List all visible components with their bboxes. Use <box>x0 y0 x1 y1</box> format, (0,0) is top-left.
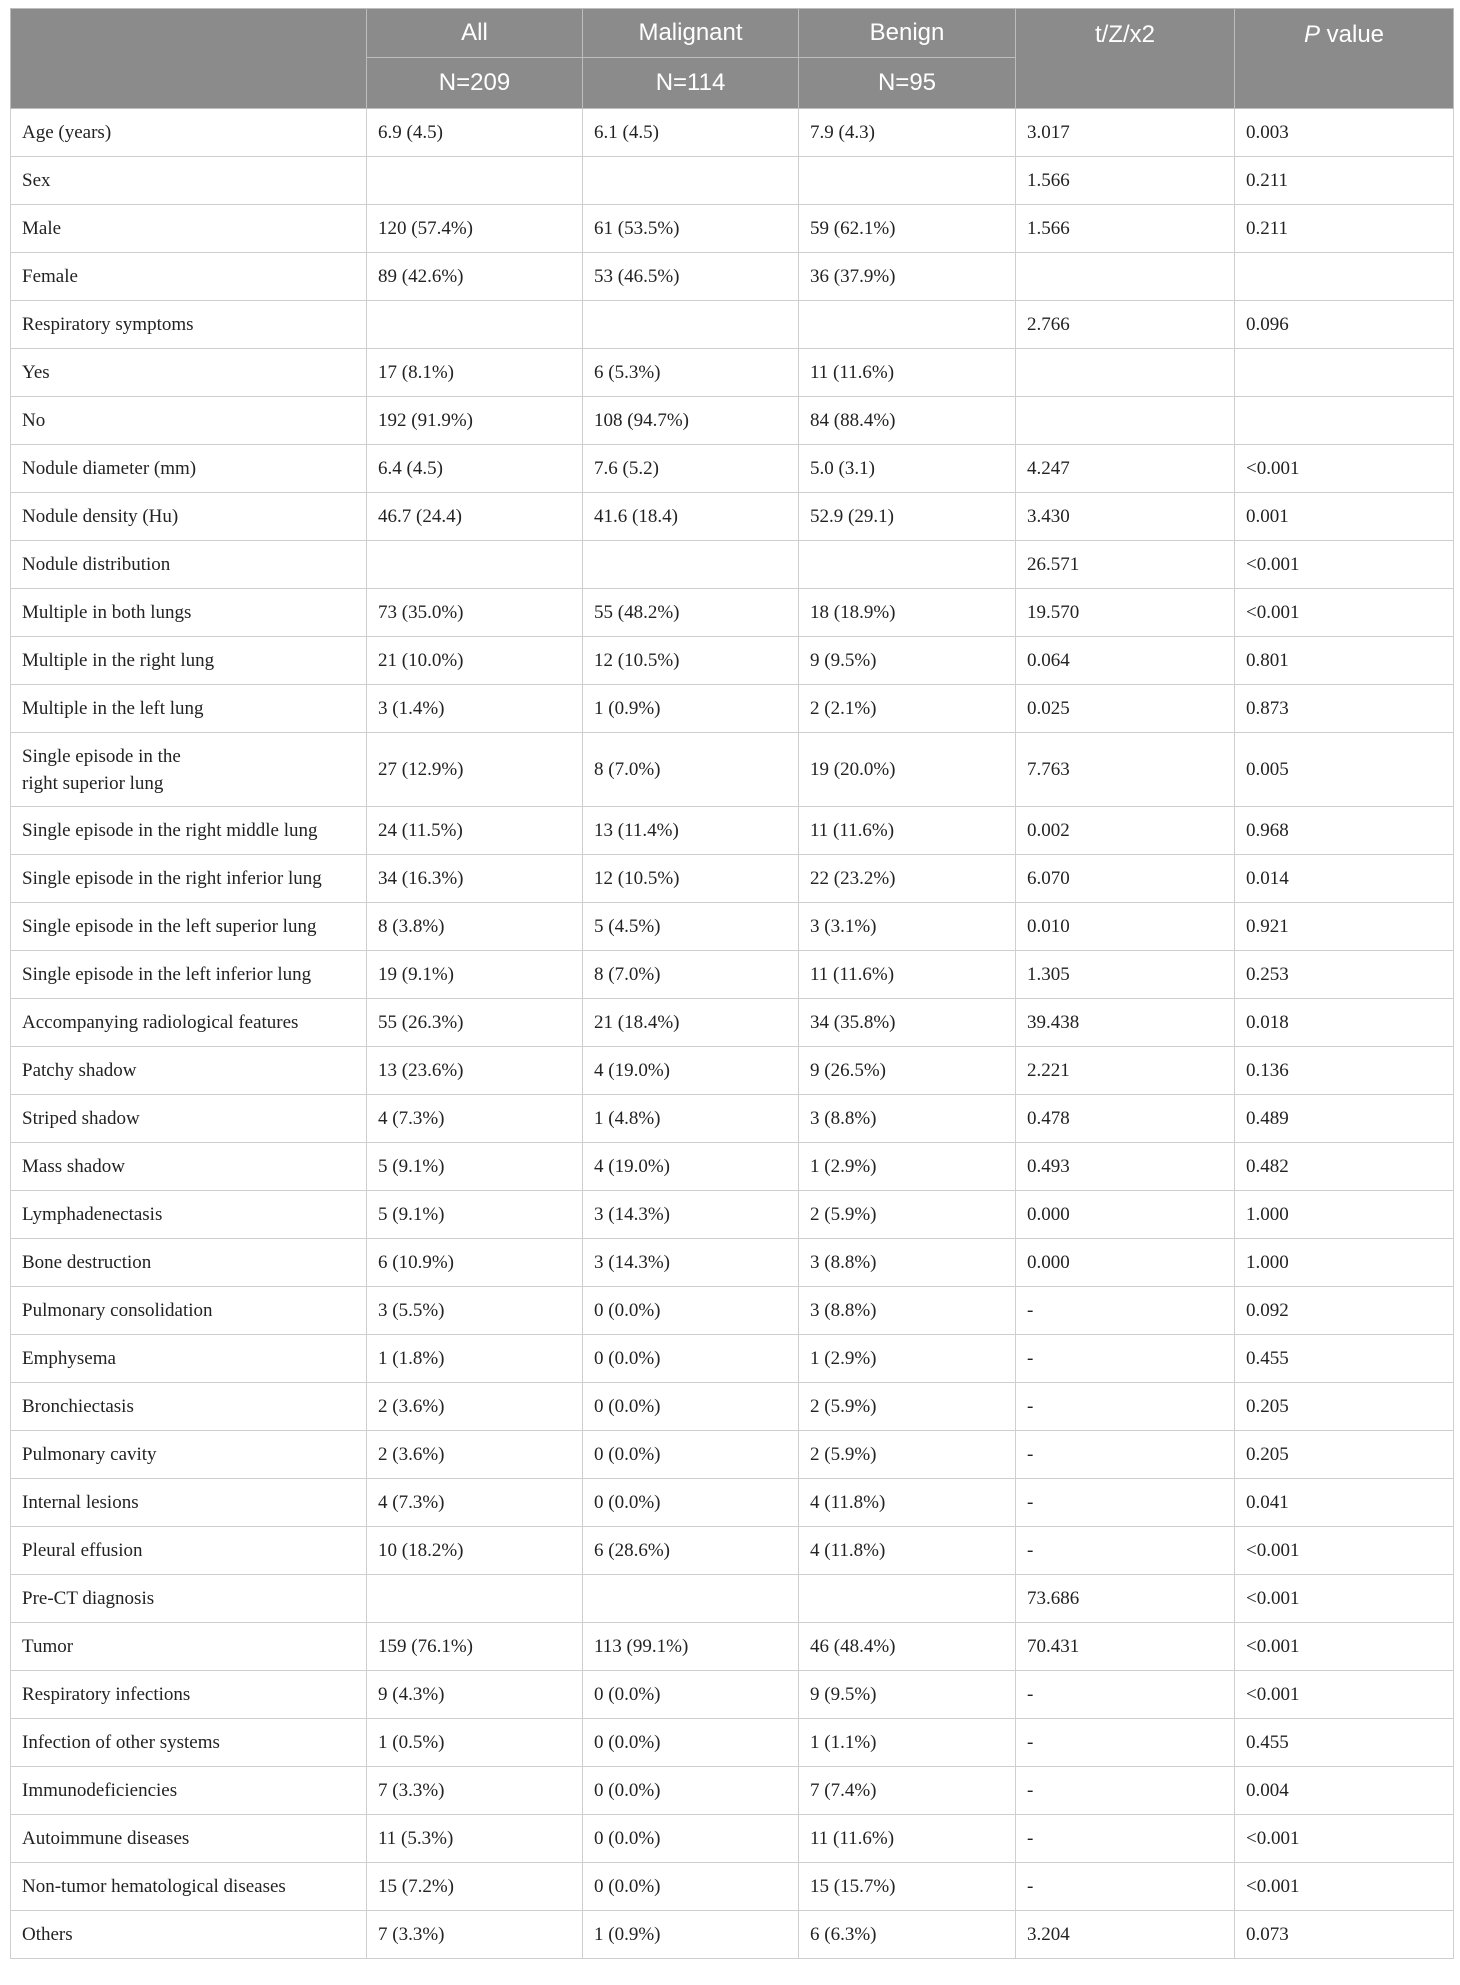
all-cell: 120 (57.4%) <box>367 205 583 253</box>
all-cell: 5 (9.1%) <box>367 1143 583 1191</box>
all-cell: 17 (8.1%) <box>367 349 583 397</box>
variable-cell: Respiratory infections <box>11 1671 367 1719</box>
all-cell: 192 (91.9%) <box>367 397 583 445</box>
all-cell <box>367 541 583 589</box>
statistic-cell: 0.064 <box>1016 637 1235 685</box>
p-value-cell: 0.073 <box>1235 1911 1454 1959</box>
all-cell: 6 (10.9%) <box>367 1239 583 1287</box>
statistic-cell: 73.686 <box>1016 1575 1235 1623</box>
statistic-cell: 2.221 <box>1016 1047 1235 1095</box>
benign-cell <box>799 541 1016 589</box>
benign-cell: 9 (9.5%) <box>799 1671 1016 1719</box>
malignant-cell: 0 (0.0%) <box>583 1383 799 1431</box>
malignant-cell: 7.6 (5.2) <box>583 445 799 493</box>
statistic-cell: - <box>1016 1527 1235 1575</box>
table-row <box>11 1623 1454 1671</box>
variable-cell: Sex <box>11 157 367 205</box>
variable-cell: Immunodeficiencies <box>11 1767 367 1815</box>
variable-cell: Pleural effusion <box>11 1527 367 1575</box>
statistic-cell: - <box>1016 1863 1235 1911</box>
statistic-cell: 39.438 <box>1016 999 1235 1047</box>
malignant-cell <box>583 157 799 205</box>
all-cell <box>367 1575 583 1623</box>
p-value-cell: 0.041 <box>1235 1479 1454 1527</box>
table-row <box>11 109 1454 157</box>
benign-cell: 6 (6.3%) <box>799 1911 1016 1959</box>
malignant-cell: 3 (14.3%) <box>583 1191 799 1239</box>
variable-cell: Nodule distribution <box>11 541 367 589</box>
variable-cell: Patchy shadow <box>11 1047 367 1095</box>
variable-cell: Mass shadow <box>11 1143 367 1191</box>
statistic-cell: 0.025 <box>1016 685 1235 733</box>
all-cell: 34 (16.3%) <box>367 855 583 903</box>
benign-cell: 11 (11.6%) <box>799 951 1016 999</box>
table-row <box>11 1719 1454 1767</box>
malignant-cell: 5 (4.5%) <box>583 903 799 951</box>
malignant-cell: 13 (11.4%) <box>583 807 799 855</box>
table-row <box>11 1191 1454 1239</box>
variable-cell: Striped shadow <box>11 1095 367 1143</box>
all-cell: 55 (26.3%) <box>367 999 583 1047</box>
benign-cell: 5.0 (3.1) <box>799 445 1016 493</box>
header-statistic: t/Z/x2 <box>1016 9 1235 109</box>
statistic-cell: 19.570 <box>1016 589 1235 637</box>
all-cell: 4 (7.3%) <box>367 1479 583 1527</box>
all-cell: 19 (9.1%) <box>367 951 583 999</box>
p-value-cell: <0.001 <box>1235 1623 1454 1671</box>
table-row <box>11 445 1454 493</box>
p-value-cell: 0.482 <box>1235 1143 1454 1191</box>
statistic-cell: 26.571 <box>1016 541 1235 589</box>
statistic-cell: 3.430 <box>1016 493 1235 541</box>
malignant-cell: 6 (5.3%) <box>583 349 799 397</box>
variable-cell: Lymphadenectasis <box>11 1191 367 1239</box>
all-cell: 21 (10.0%) <box>367 637 583 685</box>
p-value-cell: 0.014 <box>1235 855 1454 903</box>
malignant-cell: 0 (0.0%) <box>583 1815 799 1863</box>
header-benign: Benign <box>799 9 1016 58</box>
table-row <box>11 493 1454 541</box>
table-row <box>11 253 1454 301</box>
statistic-cell: - <box>1016 1431 1235 1479</box>
p-value-cell: 0.205 <box>1235 1383 1454 1431</box>
table-row <box>11 1767 1454 1815</box>
benign-cell: 3 (8.8%) <box>799 1095 1016 1143</box>
statistic-cell: - <box>1016 1671 1235 1719</box>
benign-cell: 18 (18.9%) <box>799 589 1016 637</box>
p-value-cell: 0.136 <box>1235 1047 1454 1095</box>
all-cell: 6.4 (4.5) <box>367 445 583 493</box>
statistic-cell: 0.002 <box>1016 807 1235 855</box>
benign-cell: 19 (20.0%) <box>799 733 1016 807</box>
table-row <box>11 999 1454 1047</box>
malignant-cell: 4 (19.0%) <box>583 1047 799 1095</box>
p-value-cell: 0.096 <box>1235 301 1454 349</box>
malignant-cell: 0 (0.0%) <box>583 1431 799 1479</box>
p-value-cell: 0.455 <box>1235 1719 1454 1767</box>
all-cell: 6.9 (4.5) <box>367 109 583 157</box>
benign-cell: 1 (1.1%) <box>799 1719 1016 1767</box>
table-row <box>11 1143 1454 1191</box>
variable-cell: Pulmonary consolidation <box>11 1287 367 1335</box>
statistic-cell: - <box>1016 1383 1235 1431</box>
table-row <box>11 1287 1454 1335</box>
statistic-cell: 4.247 <box>1016 445 1235 493</box>
all-cell: 3 (1.4%) <box>367 685 583 733</box>
all-cell: 27 (12.9%) <box>367 733 583 807</box>
benign-cell: 1 (2.9%) <box>799 1335 1016 1383</box>
benign-cell: 52.9 (29.1) <box>799 493 1016 541</box>
table-container <box>10 8 1453 1959</box>
p-value-cell: 0.968 <box>1235 807 1454 855</box>
p-value-cell: <0.001 <box>1235 1863 1454 1911</box>
variable-cell: Single episode in the right superior lung <box>11 733 367 807</box>
benign-cell <box>799 157 1016 205</box>
variable-cell: Multiple in the right lung <box>11 637 367 685</box>
benign-cell: 2 (5.9%) <box>799 1431 1016 1479</box>
benign-cell: 84 (88.4%) <box>799 397 1016 445</box>
malignant-cell <box>583 541 799 589</box>
all-cell: 5 (9.1%) <box>367 1191 583 1239</box>
table-row <box>11 1431 1454 1479</box>
p-value-cell: 0.455 <box>1235 1335 1454 1383</box>
statistic-cell: - <box>1016 1815 1235 1863</box>
all-cell: 1 (0.5%) <box>367 1719 583 1767</box>
variable-cell: Single episode in the left superior lung <box>11 903 367 951</box>
benign-cell: 1 (2.9%) <box>799 1143 1016 1191</box>
variable-cell: Emphysema <box>11 1335 367 1383</box>
statistic-cell: - <box>1016 1479 1235 1527</box>
p-value-cell: 0.489 <box>1235 1095 1454 1143</box>
table-row <box>11 951 1454 999</box>
malignant-cell: 4 (19.0%) <box>583 1143 799 1191</box>
benign-cell: 7 (7.4%) <box>799 1767 1016 1815</box>
table-row <box>11 855 1454 903</box>
statistic-cell: 1.305 <box>1016 951 1235 999</box>
variable-cell: Single episode in the left inferior lung <box>11 951 367 999</box>
table-row <box>11 1575 1454 1623</box>
header-p-value <box>1235 9 1454 109</box>
table-row <box>11 1671 1454 1719</box>
p-value-cell: 0.005 <box>1235 733 1454 807</box>
p-value-cell: <0.001 <box>1235 1815 1454 1863</box>
variable-cell: Single episode in the right middle lung <box>11 807 367 855</box>
benign-cell: 3 (3.1%) <box>799 903 1016 951</box>
all-cell: 7 (3.3%) <box>367 1767 583 1815</box>
p-value-cell: <0.001 <box>1235 541 1454 589</box>
all-cell: 46.7 (24.4) <box>367 493 583 541</box>
statistic-cell: 70.431 <box>1016 1623 1235 1671</box>
malignant-cell: 61 (53.5%) <box>583 205 799 253</box>
malignant-cell: 0 (0.0%) <box>583 1671 799 1719</box>
malignant-cell: 1 (4.8%) <box>583 1095 799 1143</box>
all-cell: 15 (7.2%) <box>367 1863 583 1911</box>
table-row <box>11 1095 1454 1143</box>
benign-cell: 46 (48.4%) <box>799 1623 1016 1671</box>
p-value-cell: 0.921 <box>1235 903 1454 951</box>
table-row <box>11 1479 1454 1527</box>
all-cell: 89 (42.6%) <box>367 253 583 301</box>
p-value-cell: 0.801 <box>1235 637 1454 685</box>
variable-cell: Non-tumor hematological diseases <box>11 1863 367 1911</box>
malignant-cell: 0 (0.0%) <box>583 1863 799 1911</box>
table-row <box>11 397 1454 445</box>
table-row <box>11 637 1454 685</box>
p-value-cell: 0.001 <box>1235 493 1454 541</box>
malignant-cell: 12 (10.5%) <box>583 637 799 685</box>
malignant-cell: 1 (0.9%) <box>583 1911 799 1959</box>
malignant-cell: 6.1 (4.5) <box>583 109 799 157</box>
statistic-cell: 0.010 <box>1016 903 1235 951</box>
all-cell: 1 (1.8%) <box>367 1335 583 1383</box>
header-all: All <box>367 9 583 58</box>
statistic-cell: 0.478 <box>1016 1095 1235 1143</box>
benign-cell: 11 (11.6%) <box>799 1815 1016 1863</box>
table-row <box>11 349 1454 397</box>
malignant-cell: 8 (7.0%) <box>583 733 799 807</box>
statistic-cell: 0.000 <box>1016 1239 1235 1287</box>
variable-cell: No <box>11 397 367 445</box>
header-n-benign: N=95 <box>799 58 1016 109</box>
variable-cell: Multiple in the left lung <box>11 685 367 733</box>
benign-cell: 2 (5.9%) <box>799 1191 1016 1239</box>
p-value-cell <box>1235 397 1454 445</box>
table-row <box>11 541 1454 589</box>
all-cell <box>367 301 583 349</box>
header-n-malignant: N=114 <box>583 58 799 109</box>
p-value-cell: 0.211 <box>1235 157 1454 205</box>
table-row <box>11 1047 1454 1095</box>
header-p-rest: value <box>1319 21 1385 48</box>
benign-cell <box>799 1575 1016 1623</box>
all-cell: 7 (3.3%) <box>367 1911 583 1959</box>
table-row <box>11 903 1454 951</box>
all-cell: 9 (4.3%) <box>367 1671 583 1719</box>
malignant-cell: 0 (0.0%) <box>583 1287 799 1335</box>
benign-cell: 36 (37.9%) <box>799 253 1016 301</box>
malignant-cell <box>583 301 799 349</box>
malignant-cell: 6 (28.6%) <box>583 1527 799 1575</box>
p-value-cell: 0.003 <box>1235 109 1454 157</box>
variable-cell: Bone destruction <box>11 1239 367 1287</box>
header-variable-column <box>11 9 367 109</box>
variable-cell: Autoimmune diseases <box>11 1815 367 1863</box>
all-cell: 3 (5.5%) <box>367 1287 583 1335</box>
table-row <box>11 589 1454 637</box>
variable-cell: Female <box>11 253 367 301</box>
variable-cell: Tumor <box>11 1623 367 1671</box>
variable-cell: Multiple in both lungs <box>11 589 367 637</box>
p-value-cell: 0.205 <box>1235 1431 1454 1479</box>
statistic-cell: - <box>1016 1287 1235 1335</box>
statistic-cell: 0.493 <box>1016 1143 1235 1191</box>
benign-cell: 22 (23.2%) <box>799 855 1016 903</box>
malignant-cell: 1 (0.9%) <box>583 685 799 733</box>
table-row <box>11 807 1454 855</box>
benign-cell: 2 (2.1%) <box>799 685 1016 733</box>
malignant-cell: 21 (18.4%) <box>583 999 799 1047</box>
variable-cell: Others <box>11 1911 367 1959</box>
table-row <box>11 1815 1454 1863</box>
statistic-cell: - <box>1016 1719 1235 1767</box>
malignant-cell: 55 (48.2%) <box>583 589 799 637</box>
benign-cell: 11 (11.6%) <box>799 349 1016 397</box>
variable-cell: Yes <box>11 349 367 397</box>
table-row <box>11 1383 1454 1431</box>
p-value-cell: <0.001 <box>1235 445 1454 493</box>
p-value-cell: 1.000 <box>1235 1191 1454 1239</box>
benign-cell: 4 (11.8%) <box>799 1479 1016 1527</box>
all-cell: 159 (76.1%) <box>367 1623 583 1671</box>
table-row <box>11 1527 1454 1575</box>
malignant-cell: 0 (0.0%) <box>583 1719 799 1767</box>
variable-cell: Single episode in the right inferior lung <box>11 855 367 903</box>
benign-cell: 3 (8.8%) <box>799 1287 1016 1335</box>
benign-cell: 4 (11.8%) <box>799 1527 1016 1575</box>
statistic-cell: 6.070 <box>1016 855 1235 903</box>
variable-cell: Infection of other systems <box>11 1719 367 1767</box>
header-p-italic: P <box>1303 21 1320 48</box>
variable-cell: Nodule diameter (mm) <box>11 445 367 493</box>
all-cell: 13 (23.6%) <box>367 1047 583 1095</box>
all-cell: 4 (7.3%) <box>367 1095 583 1143</box>
header-n-all: N=209 <box>367 58 583 109</box>
benign-cell: 11 (11.6%) <box>799 807 1016 855</box>
malignant-cell <box>583 1575 799 1623</box>
malignant-cell: 41.6 (18.4) <box>583 493 799 541</box>
all-cell: 10 (18.2%) <box>367 1527 583 1575</box>
table-row <box>11 1911 1454 1959</box>
p-value-cell <box>1235 253 1454 301</box>
all-cell: 24 (11.5%) <box>367 807 583 855</box>
statistic-cell <box>1016 253 1235 301</box>
malignant-cell: 3 (14.3%) <box>583 1239 799 1287</box>
p-value-cell: 0.211 <box>1235 205 1454 253</box>
benign-cell: 59 (62.1%) <box>799 205 1016 253</box>
malignant-cell: 108 (94.7%) <box>583 397 799 445</box>
all-cell: 2 (3.6%) <box>367 1431 583 1479</box>
benign-cell: 7.9 (4.3) <box>799 109 1016 157</box>
p-value-cell: 0.092 <box>1235 1287 1454 1335</box>
benign-cell: 9 (9.5%) <box>799 637 1016 685</box>
table-header <box>11 9 1454 109</box>
table-row <box>11 1335 1454 1383</box>
table-row <box>11 1239 1454 1287</box>
statistic-cell: 3.204 <box>1016 1911 1235 1959</box>
variable-cell: Internal lesions <box>11 1479 367 1527</box>
statistic-cell: - <box>1016 1335 1235 1383</box>
table-row <box>11 205 1454 253</box>
variable-cell: Pulmonary cavity <box>11 1431 367 1479</box>
malignant-cell: 12 (10.5%) <box>583 855 799 903</box>
malignant-cell: 0 (0.0%) <box>583 1335 799 1383</box>
table-row <box>11 301 1454 349</box>
all-cell: 73 (35.0%) <box>367 589 583 637</box>
p-value-cell: 0.253 <box>1235 951 1454 999</box>
statistic-cell: 2.766 <box>1016 301 1235 349</box>
data-table <box>10 8 1454 1959</box>
p-value-cell: <0.001 <box>1235 1575 1454 1623</box>
table-row <box>11 685 1454 733</box>
malignant-cell: 53 (46.5%) <box>583 253 799 301</box>
variable-cell: Pre-CT diagnosis <box>11 1575 367 1623</box>
p-value-cell <box>1235 349 1454 397</box>
variable-cell: Bronchiectasis <box>11 1383 367 1431</box>
table-row <box>11 157 1454 205</box>
variable-cell: Respiratory symptoms <box>11 301 367 349</box>
p-value-cell: <0.001 <box>1235 1527 1454 1575</box>
table-row <box>11 1863 1454 1911</box>
statistic-cell <box>1016 349 1235 397</box>
p-value-cell: 1.000 <box>1235 1239 1454 1287</box>
malignant-cell: 113 (99.1%) <box>583 1623 799 1671</box>
malignant-cell: 0 (0.0%) <box>583 1479 799 1527</box>
benign-cell: 34 (35.8%) <box>799 999 1016 1047</box>
all-cell: 8 (3.8%) <box>367 903 583 951</box>
p-value-cell: <0.001 <box>1235 1671 1454 1719</box>
statistic-cell: 3.017 <box>1016 109 1235 157</box>
p-value-cell: 0.004 <box>1235 1767 1454 1815</box>
statistic-cell: - <box>1016 1767 1235 1815</box>
statistic-cell: 7.763 <box>1016 733 1235 807</box>
malignant-cell: 0 (0.0%) <box>583 1767 799 1815</box>
p-value-cell: 0.018 <box>1235 999 1454 1047</box>
benign-cell <box>799 301 1016 349</box>
variable-cell: Nodule density (Hu) <box>11 493 367 541</box>
variable-cell: Age (years) <box>11 109 367 157</box>
variable-cell: Male <box>11 205 367 253</box>
variable-cell: Accompanying radiological features <box>11 999 367 1047</box>
benign-cell: 3 (8.8%) <box>799 1239 1016 1287</box>
p-value-cell: <0.001 <box>1235 589 1454 637</box>
malignant-cell: 8 (7.0%) <box>583 951 799 999</box>
all-cell: 2 (3.6%) <box>367 1383 583 1431</box>
all-cell <box>367 157 583 205</box>
statistic-cell: 0.000 <box>1016 1191 1235 1239</box>
all-cell: 11 (5.3%) <box>367 1815 583 1863</box>
p-value-cell: 0.873 <box>1235 685 1454 733</box>
table-body <box>11 109 1454 1959</box>
table-row <box>11 733 1454 807</box>
statistic-cell: 1.566 <box>1016 157 1235 205</box>
benign-cell: 9 (26.5%) <box>799 1047 1016 1095</box>
statistic-cell: 1.566 <box>1016 205 1235 253</box>
benign-cell: 2 (5.9%) <box>799 1383 1016 1431</box>
statistic-cell <box>1016 397 1235 445</box>
header-malignant: Malignant <box>583 9 799 58</box>
benign-cell: 15 (15.7%) <box>799 1863 1016 1911</box>
